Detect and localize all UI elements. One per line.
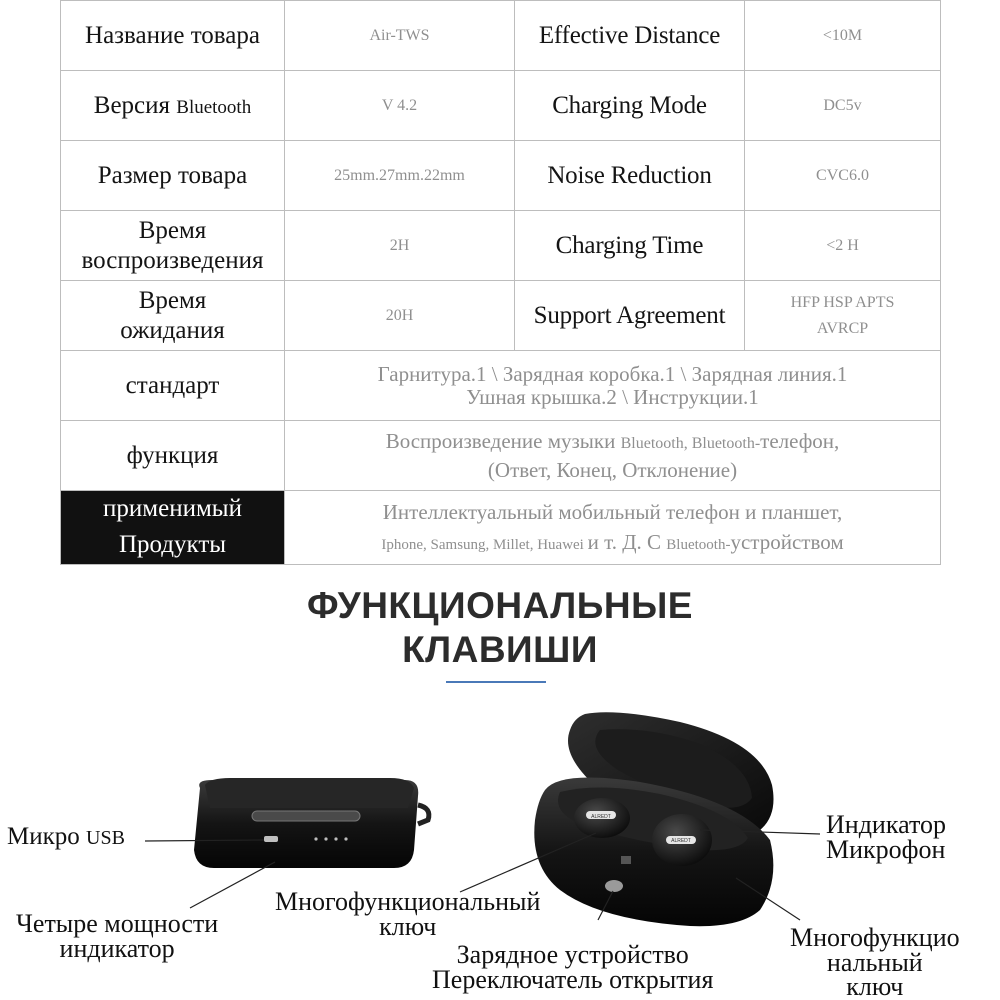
- spec-label-bluetooth-version: [61, 71, 285, 141]
- spec-value-function-line1-c: телефон,: [760, 429, 840, 454]
- spec-label-play-time-line1: Время: [138, 216, 207, 244]
- callout-multi-key-left-line2: ключ: [379, 911, 437, 941]
- spec-label-bluetooth-version-main: Версия: [93, 91, 171, 119]
- spec-value-products-line2-c: Bluetooth-: [666, 537, 731, 554]
- spec-value-standby-time: 20H: [285, 281, 515, 351]
- spec-label-standby-time-line1: Время: [138, 286, 207, 314]
- hinge-slot: [621, 856, 631, 864]
- spec-value-function-line2: (Ответ, Конец, Отклонение): [487, 457, 738, 482]
- table-row: [61, 281, 941, 351]
- spec-value-play-time: 2H: [285, 211, 515, 281]
- spec-label-standard: стандарт: [61, 351, 285, 421]
- table-row: [61, 1, 941, 71]
- callout-charger-switch-line1: Зарядное устройство: [456, 940, 689, 969]
- spec-value-function-line1-a: Воспроизведение музыки: [385, 429, 621, 454]
- callout-indicator-microphone: [826, 810, 946, 864]
- open-switch-icon: [605, 880, 623, 892]
- callout-multi-key-left-line1: Многофункциональный: [275, 887, 541, 916]
- section-heading-line1: ФУНКЦИОНАЛЬНЫЕ: [307, 585, 693, 626]
- spec-value-noise-reduction: CVC6.0: [745, 141, 941, 211]
- spec-label-support-agreement: Support Agreement: [515, 281, 745, 351]
- spec-label-effective-distance: Effective Distance: [515, 1, 745, 71]
- led-dot: [344, 837, 347, 840]
- spec-value-function: [285, 421, 941, 491]
- callout-multi-key-right-line1: Многофункцио: [790, 923, 960, 952]
- table-row: [61, 71, 941, 141]
- left-earbud-label: ALREDT: [591, 814, 611, 820]
- table-row: [61, 491, 941, 565]
- callout-multifunction-key-right: [790, 923, 960, 1000]
- heading-underline: [446, 681, 546, 683]
- closed-case: [194, 778, 429, 868]
- callout-four-power-indicator: [16, 909, 219, 963]
- section-heading: [0, 584, 1000, 672]
- spec-value-support-agreement-line1: HFP HSP APTS: [790, 293, 895, 311]
- spec-value-product-size: 25mm.27mm.22mm: [285, 141, 515, 211]
- callout-charger-switch: [432, 940, 714, 994]
- spec-value-support-agreement-line2: AVRCP: [816, 319, 869, 337]
- spec-value-standard-line2: Ушная крышка.2 \ Инструкции.1: [466, 384, 759, 409]
- spec-label-products: [61, 491, 285, 565]
- section-heading-line2: КЛАВИШИ: [402, 629, 598, 670]
- led-dot: [314, 837, 317, 840]
- spec-value-products-line2-d: устройством: [730, 530, 844, 555]
- spec-value-support-agreement: [745, 281, 941, 351]
- led-dot: [334, 837, 337, 840]
- spec-label-product-name: Название товара: [61, 1, 285, 71]
- spec-label-charging-time: Charging Time: [515, 211, 745, 281]
- open-case: [534, 712, 773, 926]
- callout-four-power-line2: индикатор: [59, 933, 175, 963]
- spec-value-charging-mode: DC5v: [745, 71, 941, 141]
- spec-label-product-size: Размер товара: [61, 141, 285, 211]
- spec-value-product-name: Air-TWS: [285, 1, 515, 71]
- callout-four-power-line1: Четыре мощности: [16, 909, 219, 938]
- spec-label-products-line2: Продукты: [118, 531, 227, 559]
- spec-label-products-line1: применимый: [103, 495, 242, 522]
- spec-label-standby-time: [61, 281, 285, 351]
- spec-value-effective-distance: <10M: [745, 1, 941, 71]
- spec-value-bluetooth-version: V 4.2: [285, 71, 515, 141]
- right-earbud-label: ALREDT: [671, 838, 691, 844]
- led-dot: [324, 837, 327, 840]
- table-row: [61, 141, 941, 211]
- spec-value-function-line1-b: Bluetooth, Bluetooth-: [620, 435, 761, 453]
- usb-port-icon: [264, 836, 278, 842]
- callout-charger-switch-line2: Переключатель открытия: [432, 964, 714, 994]
- spec-value-function-line1: [295, 427, 930, 455]
- callout-multi-key-right-line2: нальный: [826, 947, 923, 977]
- callout-micro-usb-small: USB: [86, 827, 125, 849]
- spec-label-standby-time-line2: ожидания: [120, 316, 225, 344]
- callout-micro-usb: [7, 825, 125, 849]
- spec-value-standard-line1: Гарнитура.1 \ Зарядная коробка.1 \ Зарядная линия.1: [377, 362, 848, 387]
- spec-table: [60, 0, 941, 565]
- spec-value-products: [285, 491, 941, 565]
- spec-value-products-line2-b: и т. Д. С: [587, 530, 667, 555]
- table-row: [61, 351, 941, 421]
- callout-multifunction-key-left: [275, 887, 541, 941]
- spec-label-bluetooth-version-small: Bluetooth: [176, 96, 252, 118]
- product-illustration: [0, 690, 1000, 1000]
- spec-label-play-time: [61, 211, 285, 281]
- spec-value-products-line1: Интеллектуальный мобильный телефон и планшет,: [382, 499, 843, 524]
- spec-label-function: функция: [61, 421, 285, 491]
- spec-value-products-line2-a: Iphone, Samsung, Millet, Huawei: [381, 537, 588, 554]
- spec-label-charging-mode: Charging Mode: [515, 71, 745, 141]
- spec-label-noise-reduction: Noise Reduction: [515, 141, 745, 211]
- spec-value-standard: [285, 351, 941, 421]
- callout-multi-key-right-line3: ключ: [846, 972, 904, 1000]
- spec-label-play-time-line2: воспроизведения: [81, 246, 264, 274]
- table-row: [61, 421, 941, 491]
- table-row: [61, 211, 941, 281]
- spec-value-products-line2: [295, 527, 930, 557]
- callout-micro-usb-main: Микро: [7, 823, 80, 850]
- callout-indicator-mic-line2: Микрофон: [826, 834, 946, 864]
- callout-indicator-mic-line1: Индикатор: [826, 810, 946, 839]
- spec-value-charging-time: <2 H: [745, 211, 941, 281]
